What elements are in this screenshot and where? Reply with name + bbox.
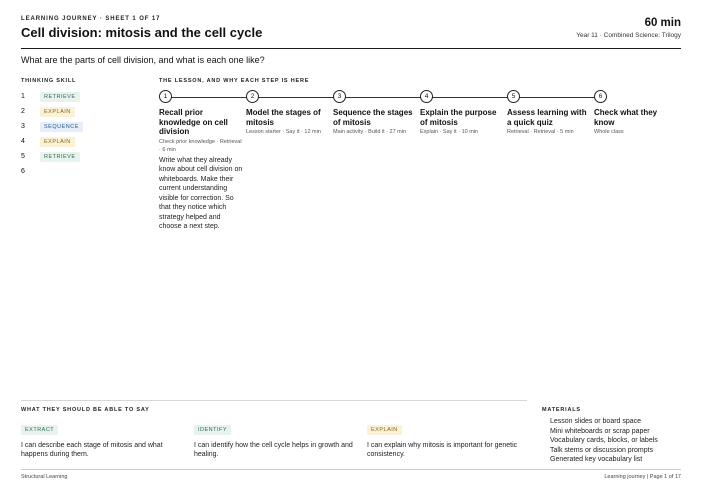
page-title: Cell division: mitosis and the cell cycle: [21, 25, 263, 40]
step-title: Assess learning with a quick quiz: [507, 108, 587, 127]
step-number-badge: 6: [594, 90, 607, 103]
lesson-step: [507, 108, 591, 136]
step-title: Check what they know: [594, 108, 658, 127]
materials-list: [550, 417, 658, 465]
outcomes-divider: [21, 400, 527, 401]
step-title: Recall prior knowledge on cell division: [159, 108, 228, 136]
skill-number: 5: [21, 153, 25, 160]
footer-brand: Structural Learning: [21, 474, 68, 480]
step-number-badge: 2: [246, 90, 259, 103]
skill-tag: RETRIEVE: [40, 152, 80, 162]
skill-row: [21, 149, 83, 164]
footer-divider: [21, 469, 681, 470]
outcome-text: I can describe each stage of mitosis and what happens during them.: [21, 442, 163, 458]
skill-tag: SEQUENCE: [40, 122, 83, 132]
key-question: What are the parts of cell division, and what is each one like?: [21, 55, 265, 65]
skill-number: 1: [21, 93, 25, 100]
step-number-badge: 1: [159, 90, 172, 103]
step-number-badge: 4: [420, 90, 433, 103]
outcome-item: [21, 418, 186, 459]
material-item: Generated key vocabulary list: [550, 456, 643, 464]
thinking-skill-list: [21, 89, 83, 179]
skill-row: [21, 164, 83, 179]
step-description: Write what they already know about cell division on whiteboards. Make their current understanding visible for correction. So that they notice which strategy helped and choose a next step.: [159, 156, 243, 230]
skill-row: [21, 89, 83, 104]
skill-number: 3: [21, 123, 25, 130]
outcome-tag: EXTRACT: [21, 425, 58, 435]
step-title: Model the stages of mitosis: [246, 108, 321, 127]
materials-heading: MATERIALS: [542, 407, 581, 413]
step-meta: Check prior knowledge · Retrieval · 6 min: [159, 138, 242, 153]
skill-row: [21, 119, 83, 134]
course-label: Year 11 · Combined Science: Trilogy: [576, 32, 681, 39]
skill-number: 6: [21, 168, 25, 175]
lesson-duration: 60 min: [644, 17, 681, 29]
skill-number: 4: [21, 138, 25, 145]
skill-tag: RETRIEVE: [40, 92, 80, 102]
skill-number: 2: [21, 108, 25, 115]
step-meta: Explain · Say it · 10 min: [420, 129, 479, 135]
lesson-step: [246, 108, 330, 136]
material-item: Vocabulary cards, blocks, or labels: [550, 437, 658, 445]
step-title: Sequence the stages of mitosis: [333, 108, 413, 127]
outcome-text: I can explain why mitosis is important for genetic consistency.: [367, 442, 518, 458]
skill-tag: EXPLAIN: [40, 137, 75, 147]
lesson-step: [333, 108, 417, 136]
outcome-tag: IDENTIFY: [194, 425, 231, 435]
lesson-timeline: [159, 90, 609, 104]
step-meta: Lesson starter · Say it · 12 min: [246, 129, 321, 135]
lesson-step: [420, 108, 504, 136]
outcomes-heading: WHAT THEY SHOULD BE ABLE TO SAY: [21, 407, 150, 413]
skill-tag: EXPLAIN: [40, 107, 75, 117]
thinking-skill-heading: THINKING SKILL: [21, 78, 77, 84]
header-divider: [21, 48, 681, 49]
step-title: Explain the purpose of mitosis: [420, 108, 497, 127]
footer-page-info: Learning journey | Page 1 of 17: [604, 474, 681, 480]
material-item: Mini whiteboards or scrap paper: [550, 427, 650, 435]
timeline-line: [166, 97, 602, 98]
outcome-item: [367, 418, 532, 459]
step-meta: Main activity · Build it · 27 min: [333, 129, 407, 135]
outcome-item: [194, 418, 359, 459]
step-meta: Whole class: [594, 129, 624, 135]
material-item: Talk stems or discussion prompts: [550, 446, 654, 454]
material-item: Lesson slides or board space: [550, 418, 642, 425]
lesson-step: [159, 108, 243, 232]
step-meta: Retrieval · Retrieval · 5 min: [507, 129, 574, 135]
outcome-text: I can identify how the cell cycle helps in growth and healing.: [194, 442, 353, 458]
skill-row: [21, 134, 83, 149]
lesson-step: [594, 108, 678, 136]
step-number-badge: 5: [507, 90, 520, 103]
lesson-heading: THE LESSON, AND WHY EACH STEP IS HERE: [159, 78, 310, 84]
outcome-tag: EXPLAIN: [367, 425, 402, 435]
step-number-badge: 3: [333, 90, 346, 103]
skill-row: [21, 104, 83, 119]
sheet-eyebrow: LEARNING JOURNEY · SHEET 1 OF 17: [21, 16, 161, 22]
